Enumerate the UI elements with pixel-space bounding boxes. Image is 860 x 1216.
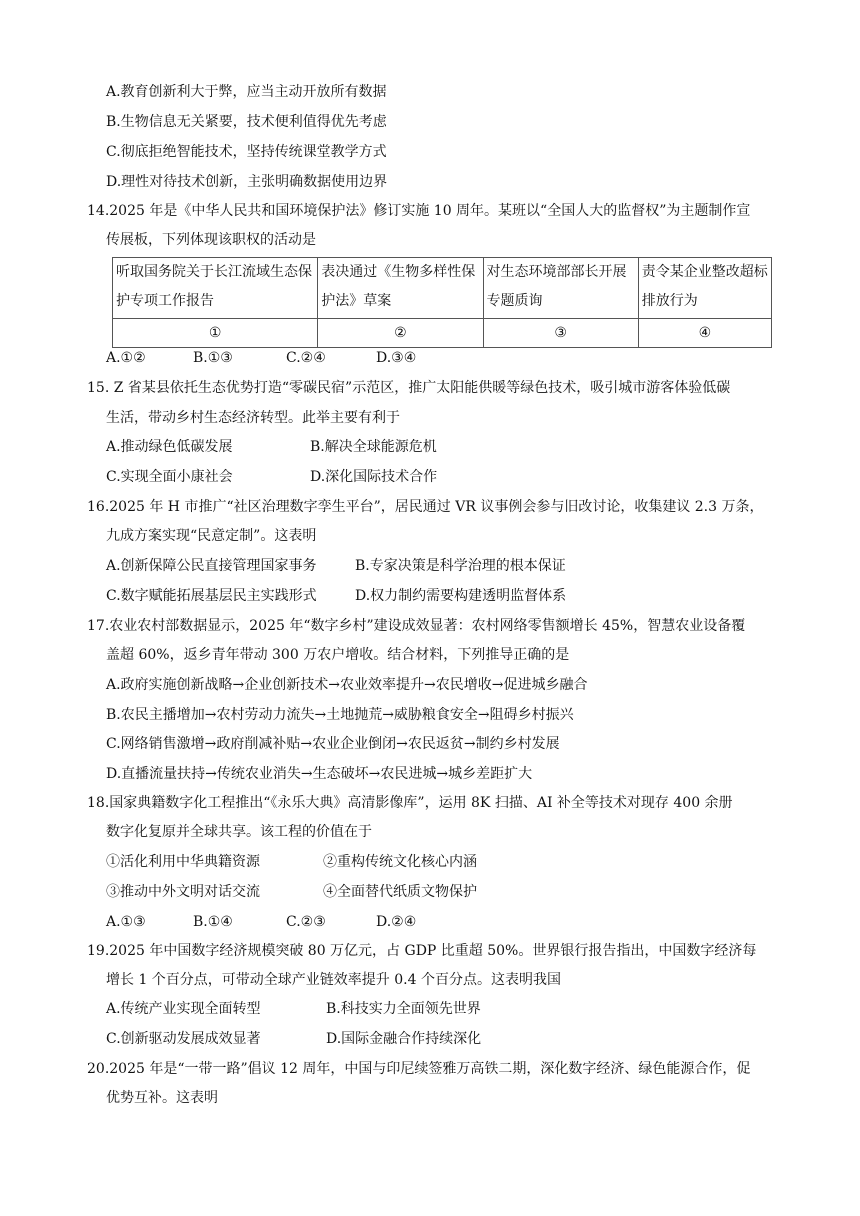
q16-option-b: B.专家决策是科学治理的根本保证 xyxy=(355,558,566,574)
q17-option-b: B.农民主播增加→农村劳动力流失→土地抛荒→威胁粮食安全→阻碍乡村振兴 xyxy=(106,707,574,723)
q14-number-2: ② xyxy=(318,319,483,348)
q20-stem-line2: 优势互补。这表明 xyxy=(106,1090,218,1106)
q13-option-c: C.彻底拒绝智能技术，坚持传统课堂教学方式 xyxy=(106,144,387,160)
q18-statement-1: ①活化利用中华典籍资源 xyxy=(106,854,260,870)
q14-cell-3: 对生态环境部部长开展专题质询 xyxy=(483,258,638,319)
q14-option-b: B.①③ xyxy=(193,350,233,366)
q14-stem-line1: 14.2025 年是《中华人民共和国环境保护法》修订实施 10 周年。某班以“全国人大的监督权”为主题制作宣 xyxy=(87,203,751,219)
q14-cell-1: 听取国务院关于长江流域生态保护专项工作报告 xyxy=(113,258,318,319)
q14-option-a: A.①② xyxy=(106,350,146,366)
q15-option-a: A.推动绿色低碳发展 xyxy=(106,439,233,455)
q14-cell-4: 责令某企业整改超标排放行为 xyxy=(638,258,771,319)
q17-option-d: D.直播流量扶持→传统农业消失→生态破坏→农民进城→城乡差距扩大 xyxy=(106,766,533,782)
q14-number-3: ③ xyxy=(483,319,638,348)
q15-option-d: D.深化国际技术合作 xyxy=(310,469,438,485)
q18-option-a: A.①③ xyxy=(106,914,146,930)
q15-stem-line2: 生活，带动乡村生态经济转型。此举主要有利于 xyxy=(106,410,400,426)
q19-option-d: D.国际金融合作持续深化 xyxy=(326,1031,482,1047)
q14-table xyxy=(112,257,772,348)
q18-statement-2: ②重构传统文化核心内涵 xyxy=(323,854,477,870)
q17-option-a: A.政府实施创新战略→企业创新技术→农业效率提升→农民增收→促进城乡融合 xyxy=(106,677,588,693)
q19-option-a: A.传统产业实现全面转型 xyxy=(106,1001,261,1017)
q13-option-d: D.理性对待技术创新，主张明确数据使用边界 xyxy=(106,174,388,190)
q18-option-b: B.①④ xyxy=(193,914,233,930)
q18-statement-3: ③推动中外文明对话交流 xyxy=(106,884,260,900)
q18-stem-line1: 18.国家典籍数字化工程推出“《永乐大典》高清影像库”，运用 8K 扫描、AI 补全等技术对现存 400 余册 xyxy=(87,795,733,811)
q15-option-c: C.实现全面小康社会 xyxy=(106,469,233,485)
q17-stem-line2: 盖超 60%，返乡青年带动 300 万农户增收。结合材料，下列推导正确的是 xyxy=(106,647,570,663)
q16-option-d: D.权力制约需要构建透明监督体系 xyxy=(355,588,567,604)
q16-option-c: C.数字赋能拓展基层民主实践形式 xyxy=(106,588,317,604)
q18-option-d: D.②④ xyxy=(376,914,417,930)
q13-option-a: A.教育创新利大于弊，应当主动开放所有数据 xyxy=(106,84,387,100)
q16-stem-line2: 九成方案实现“民意定制”。这表明 xyxy=(106,528,317,544)
q18-statement-4: ④全面替代纸质文物保护 xyxy=(323,884,477,900)
q14-option-c: C.②④ xyxy=(286,350,326,366)
q20-stem-line1: 20.2025 年是“一带一路”倡议 12 周年，中国与印尼续签雅万高铁二期，深化数字经济、绿色能源合作，促 xyxy=(87,1061,751,1077)
q19-stem-line2: 增长 1 个百分点，可带动全球产业链效率提升 0.4 个百分点。这表明我国 xyxy=(106,972,561,988)
q18-stem-line2: 数字化复原并全球共享。该工程的价值在于 xyxy=(106,824,372,840)
q16-option-a: A.创新保障公民直接管理国家事务 xyxy=(106,558,317,574)
q14-number-4: ④ xyxy=(638,319,771,348)
q15-stem-line1: 15. Z 省某县依托生态优势打造“零碳民宿”示范区，推广太阳能供暖等绿色技术，吸引城市游客体验低碳 xyxy=(87,380,731,396)
q19-stem-line1: 19.2025 年中国数字经济规模突破 80 万亿元，占 GDP 比重超 50%。世界银行报告指出，中国数字经济每 xyxy=(87,943,757,959)
q18-option-c: C.②③ xyxy=(286,914,326,930)
q14-stem-line2: 传展板，下列体现该职权的活动是 xyxy=(106,232,316,248)
q17-option-c: C.网络销售激增→政府削减补贴→农业企业倒闭→农民返贫→制约乡村发展 xyxy=(106,736,560,752)
q17-stem-line1: 17.农业农村部数据显示，2025 年“数字乡村”建设成效显著：农村网络零售额增长 45%，智慧农业设备覆 xyxy=(87,618,746,634)
q14-cell-2: 表决通过《生物多样性保护法》草案 xyxy=(318,258,483,319)
q16-stem-line1: 16.2025 年 H 市推广“社区治理数字孪生平台”，居民通过 VR 议事例会参与旧改讨论，收集建议 2.3 万条， xyxy=(87,499,764,515)
q15-option-b: B.解决全球能源危机 xyxy=(310,439,437,455)
q14-option-d: D.③④ xyxy=(376,350,417,366)
q19-option-c: C.创新驱动发展成效显著 xyxy=(106,1031,261,1047)
q13-option-b: B.生物信息无关紧要，技术便利值得优先考虑 xyxy=(106,114,387,130)
q19-option-b: B.科技实力全面领先世界 xyxy=(326,1001,481,1017)
q14-number-1: ① xyxy=(113,319,318,348)
